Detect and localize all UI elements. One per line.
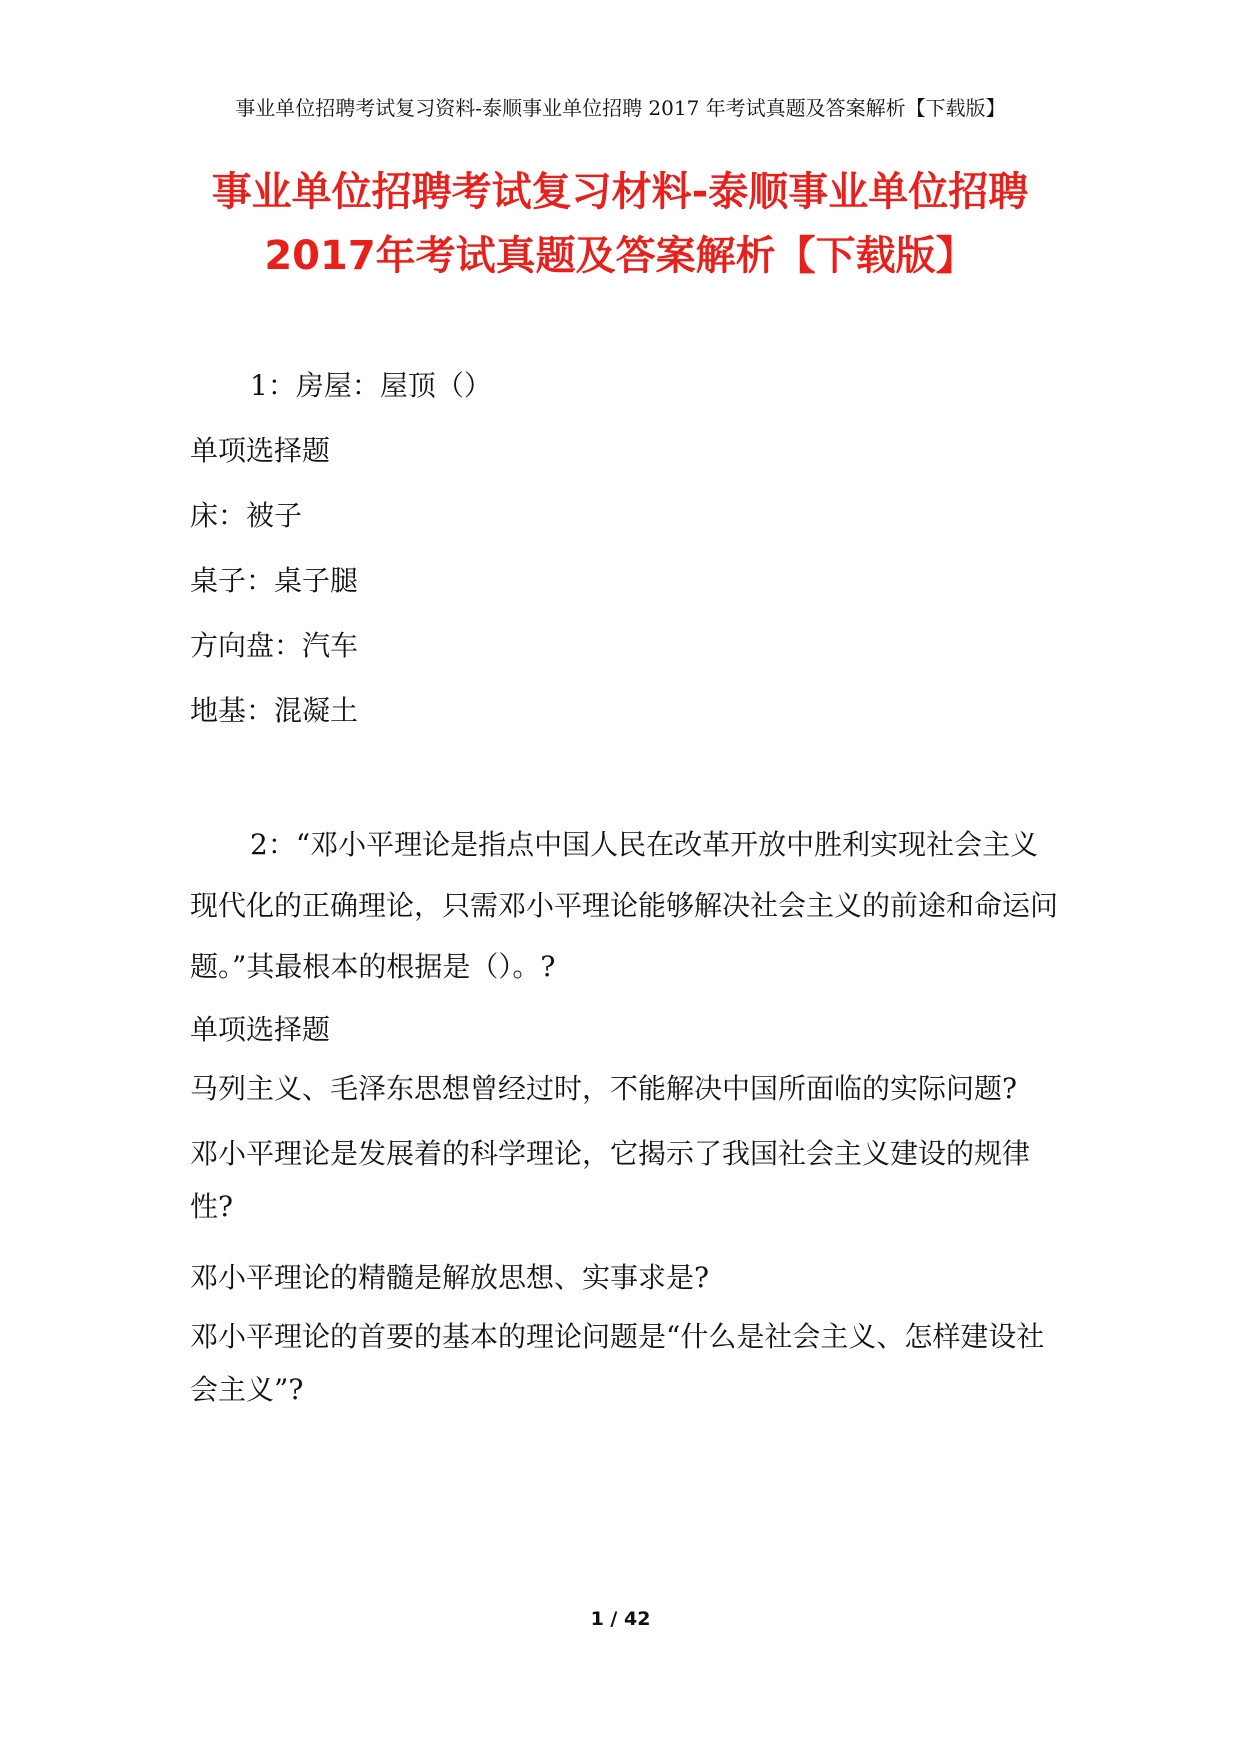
page-number: 1 / 42 xyxy=(590,1608,651,1630)
question-type: 单项选择题 xyxy=(190,1013,331,1046)
running-header: 事业单位招聘考试复习资料-泰顺事业单位招聘 2017 年考试真题及答案解析【下载版】 xyxy=(235,96,1006,120)
question-2 xyxy=(190,814,1060,1428)
answer-option: 邓小平理论的精髓是解放思想、实事求是? xyxy=(190,1261,710,1294)
question-stem: 2：“邓小平理论是指点中国人民在改革开放中胜利实现社会主义现代化的正确理论，只需邓小平理论能够解决社会主义的前途和命运问题。”其最根本的根据是（）。? xyxy=(190,828,1059,983)
answer-option: 方向盘：汽车 xyxy=(190,629,359,662)
answer-option: 床：被子 xyxy=(190,499,303,532)
answer-option: 马列主义、毛泽东思想曾经过时，不能解决中国所面临的实际问题? xyxy=(190,1072,1018,1105)
answer-option: 桌子：桌子腿 xyxy=(190,564,359,597)
answer-option: 邓小平理论是发展着的科学理论，它揭示了我国社会主义建设的规律性? xyxy=(190,1137,1031,1223)
answer-option: 地基：混凝土 xyxy=(190,694,359,727)
document-title: 事业单位招聘考试复习材料-泰顺事业单位招聘2017年考试真题及答案解析【下载版】 xyxy=(211,169,1029,279)
answer-option: 邓小平理论的首要的基本的理论问题是“什么是社会主义、怎样建设社会主义”? xyxy=(190,1320,1045,1406)
question-type: 单项选择题 xyxy=(190,434,331,467)
question-1 xyxy=(190,353,1060,743)
question-stem: 1：房屋：屋顶（） xyxy=(250,369,492,402)
